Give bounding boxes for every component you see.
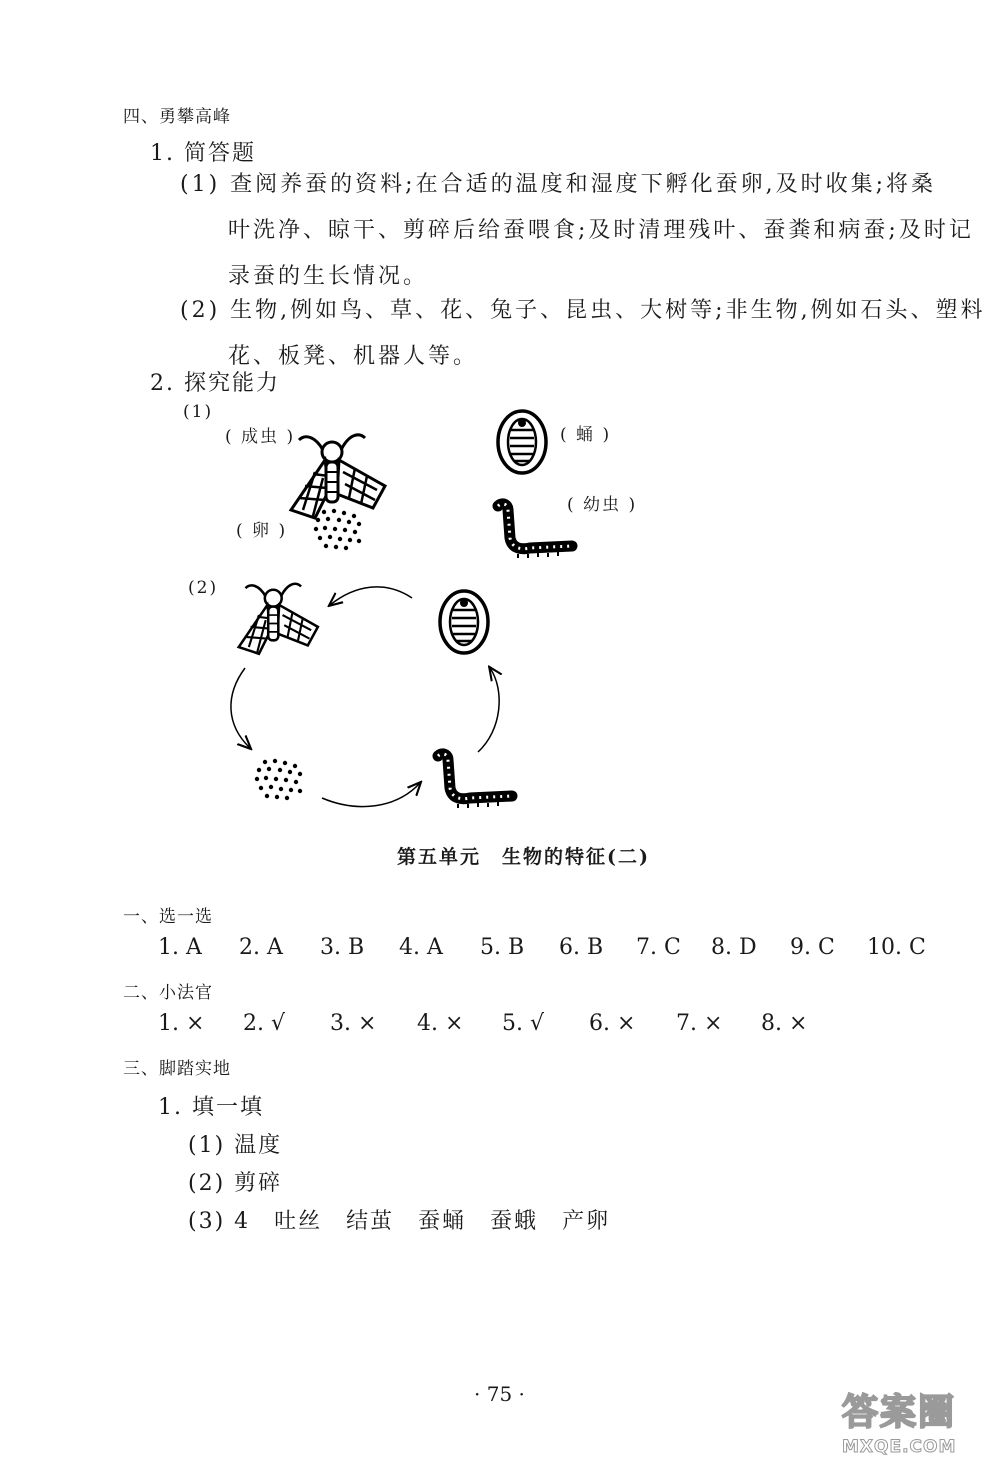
part2-label: (2) [188,578,219,598]
watermark-logo [842,1393,992,1459]
section1-answers [158,935,926,960]
q1-title: 1. 简答题 [150,141,256,166]
answer-item: 2. √ [243,1011,286,1036]
section1-heading: 一、选一选 [123,907,213,927]
label-pupa: ( 蛹 ) [560,425,612,445]
answer-item: 5. √ [502,1011,545,1036]
answer-item: 2. A [239,935,283,960]
arrow-pupa-to-adult [330,587,412,605]
q1-answer1-line2: 叶洗净、晾干、剪碎后给蚕喂食;及时清理残叶、蚕粪和病蚕;及时记 [228,218,974,243]
q1-answer1-line1: (1) 查阅养蚕的资料;在合适的温度和湿度下孵化蚕卵,及时收集;将桑 [180,172,936,197]
page-number: · 75 · [474,1382,525,1406]
answer-item: 1. A [158,935,202,960]
part1-label: (1) [183,402,214,422]
answer-item: 6. × [589,1011,636,1036]
q2-title: 2. 探究能力 [150,371,280,396]
q1-answer1-line3: 录蚕的生长情况。 [228,264,429,289]
section3-answer1: (1) 温度 [188,1133,283,1158]
section4-heading: 四、勇攀高峰 [123,107,231,127]
answer-item: 8. D [711,935,757,960]
q1-answer2-line1: (2) 生物,例如鸟、草、花、兔子、昆虫、大树等;非生物,例如石头、塑料 [180,298,986,323]
section3-heading: 三、脚踏实地 [123,1059,231,1079]
answer-item: 1. × [158,1011,205,1036]
label-adult: ( 成虫 ) [225,427,296,447]
answer-item: 10. C [867,935,926,960]
answer-item: 8. × [761,1011,808,1036]
arrow-adult-to-egg [231,668,250,748]
section3-answer2: (2) 剪碎 [188,1171,283,1196]
arrow-egg-to-larva [322,783,420,807]
section2-answers [158,1011,807,1036]
label-egg: ( 卵 ) [236,521,288,541]
section3-answer3: (3) 4 吐丝 结茧 蚕蛹 蚕蛾 产卵 [188,1209,611,1234]
answer-item: 3. × [330,1011,377,1036]
arrow-larva-to-pupa [478,668,499,752]
q1-answer2-line2: 花、板凳、机器人等。 [228,344,479,369]
section2-heading: 二、小法官 [123,983,213,1003]
answer-item: 4. × [417,1011,464,1036]
unit-title: 第五单元 生物的特征(二) [397,846,650,868]
answer-item: 9. C [790,935,835,960]
answer-item: 6. B [559,935,604,960]
answer-item: 3. B [320,935,365,960]
section3-q1-title: 1. 填一填 [158,1095,264,1120]
answer-item: 7. C [636,935,681,960]
watermark-text: 答案圈 [842,1392,957,1433]
answer-item: 5. B [480,935,525,960]
watermark-url: MXQE.COM [842,1437,957,1457]
answer-item: 4. A [399,935,443,960]
label-larva: ( 幼虫 ) [567,495,638,515]
answer-item: 7. × [676,1011,723,1036]
